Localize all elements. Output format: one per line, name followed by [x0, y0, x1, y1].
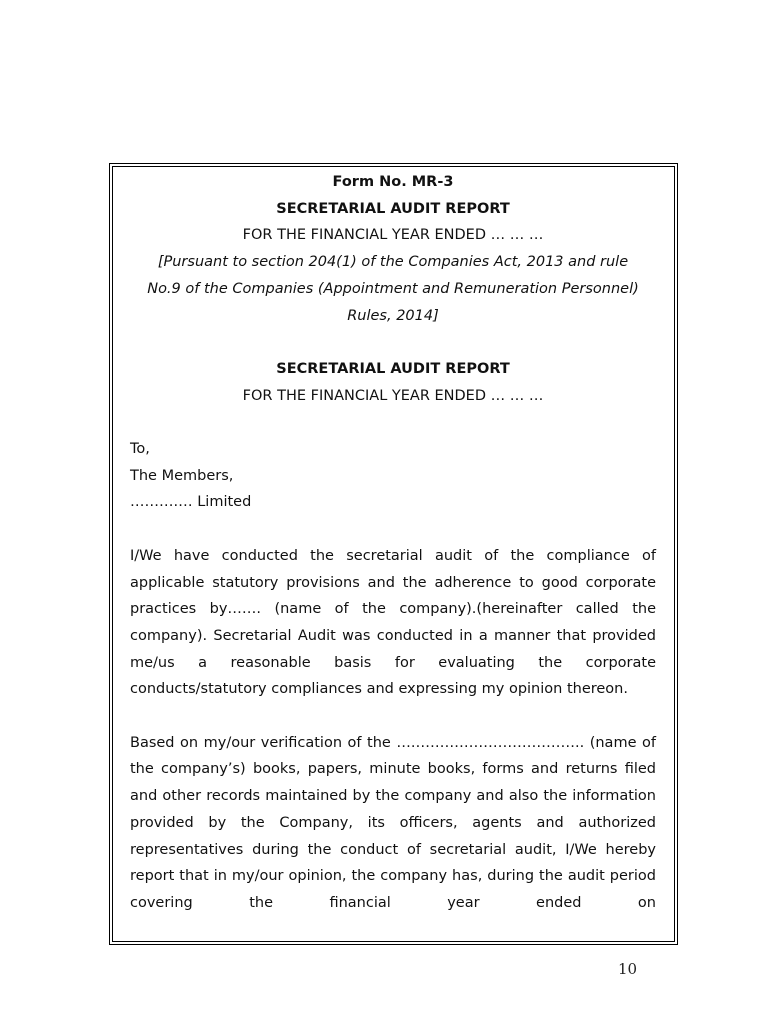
financial-year-line: FOR THE FINANCIAL YEAR ENDED … … …	[242, 227, 544, 244]
report-title: SECRETARIAL AUDIT REPORT	[276, 200, 510, 217]
spacer	[130, 703, 656, 730]
report-title-repeat: SECRETARIAL AUDIT REPORT	[276, 360, 510, 377]
spacer	[130, 409, 656, 436]
paragraph-verification: Based on my/our verification of the ….…………………………….. (name of the company’s) books, papers, minute books, forms and returns filed and other records maintained by the company and also the information provided by the Company, its officers, agents and authorized representatives during the conduct of secretarial audit, I/We hereby report that in my/our opinion, the company has, during the audit period covering the financial year ended on	[130, 734, 656, 911]
page-number: 10	[618, 960, 638, 978]
form-content	[130, 169, 656, 917]
form-number: Form No. MR-3	[332, 174, 454, 190]
spacer	[130, 516, 656, 543]
spacer	[130, 329, 656, 356]
financial-year-line-repeat: FOR THE FINANCIAL YEAR ENDED … … …	[242, 387, 544, 404]
company-name-blank: ……….… Limited	[130, 494, 252, 511]
salutation-members: The Members,	[130, 467, 234, 484]
citation-line-1: [Pursuant to section 204(1) of the Companies Act, 2013 and rule	[157, 254, 629, 271]
citation-line-2: No.9 of the Companies (Appointment and Remuneration Personnel)	[147, 280, 639, 297]
citation-line-3: Rules, 2014]	[347, 307, 439, 324]
paragraph-audit-conducted: I/We have conducted the secretarial audit of the compliance of applicable statutory provisions and the adherence to good corporate practices by……. (name of the company).(hereinafter called the company). Secretarial Audit was conducted in a manner that provided me/us a reasonable basis for evaluating the corporate conducts/statutory compliances and expressing my opinion thereon.	[130, 547, 656, 698]
form-border	[109, 163, 678, 945]
salutation-to: To,	[130, 441, 150, 457]
